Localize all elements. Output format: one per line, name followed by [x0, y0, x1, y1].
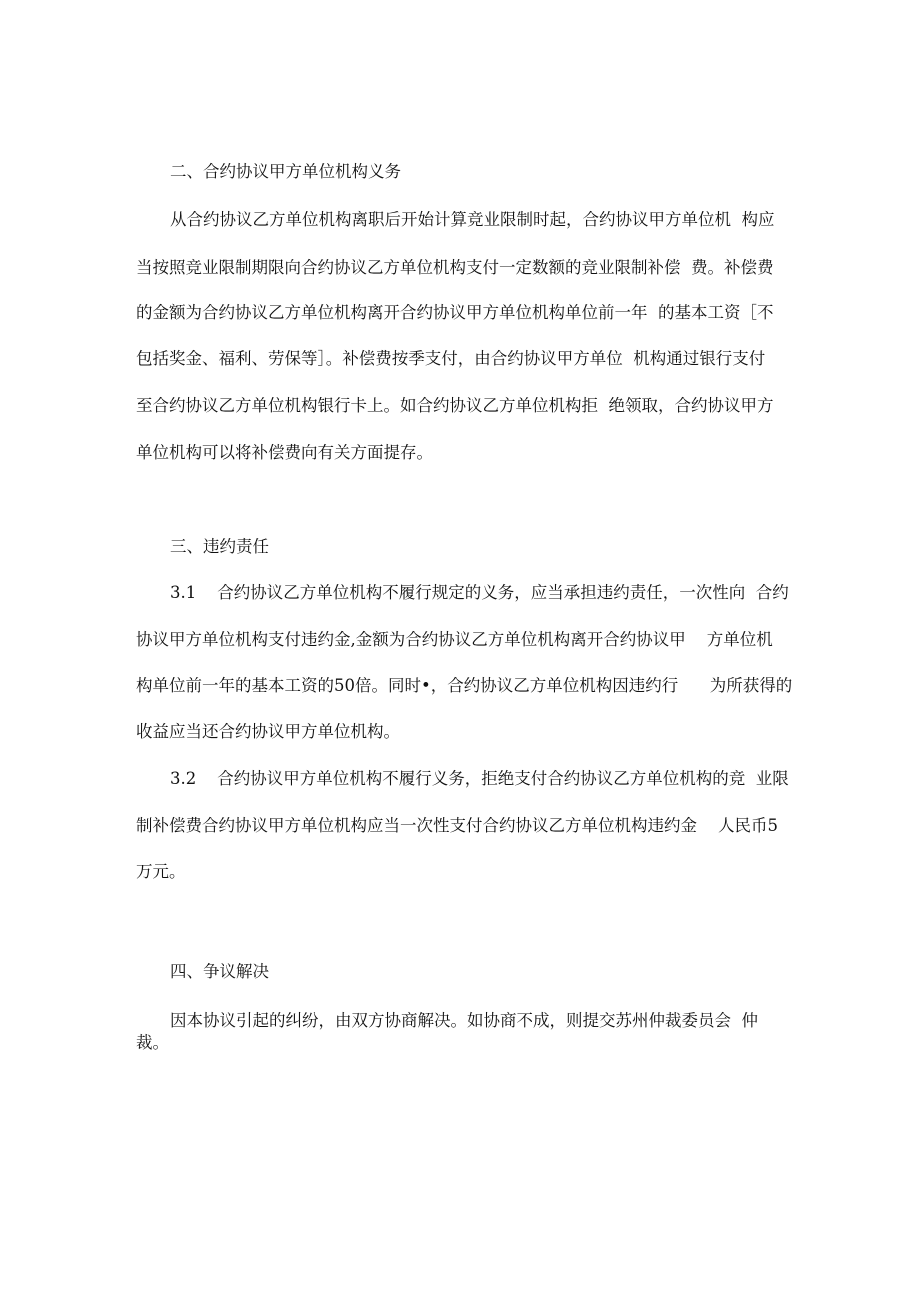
section2-line-2: 当按照竞业限制期限向合约协议乙方单位机构支付一定数额的竞业限制补偿 费。补偿费	[136, 258, 774, 277]
section3-p2-line-3: 万元。	[136, 862, 186, 881]
section3-p2-line-2: 制补偿费合约协议甲方单位机构应当一次性支付合约协议乙方单位机构违约金 人民币5	[136, 816, 778, 835]
section3-p1-line-4: 收益应当还合约协议甲方单位机构。	[136, 722, 400, 741]
section4-line-1: 因本协议引起的纠纷，由双方协商解决。如协商不成，则提交苏州仲裁委员会 仲	[170, 1011, 758, 1030]
section3-p1-line-1: 3.1 合约协议乙方单位机构不履行规定的义务，应当承担违约责任，一次性向 合约	[170, 583, 789, 602]
section2-line-6: 单位机构可以将补偿费向有关方面提存。	[136, 443, 433, 462]
section3-p1-line-3: 构单位前一年的基本工资的50倍。同时•，合约协议乙方单位机构因违约行 为所获得的	[136, 676, 793, 695]
section4-line-2: 裁。	[136, 1033, 169, 1052]
section2-line-3: 的金额为合约协议乙方单位机构离开合约协议甲方单位机构单位前一年 的基本工资［不	[136, 303, 774, 322]
section3-p1-line-2: 协议甲方单位机构支付违约金,金额为合约协议乙方单位机构离开合约协议甲 方单位机	[136, 630, 773, 649]
section3-p2-line-1: 3.2 合约协议甲方单位机构不履行义务，拒绝支付合约协议乙方单位机构的竞 业限	[170, 769, 789, 788]
section2-line-4: 包括奖金、福利、劳保等］。补偿费按季支付，由合约协议甲方单位 机构通过银行支付	[136, 349, 766, 368]
section3-heading: 三、违约责任	[170, 537, 269, 556]
section2-line-5: 至合约协议乙方单位机构银行卡上。如合约协议乙方单位机构拒 绝领取，合约协议甲方	[136, 396, 774, 415]
section2-heading: 二、合约协议甲方单位机构义务	[170, 162, 401, 181]
section4-heading: 四、争议解决	[170, 962, 269, 981]
section2-line-1: 从合约协议乙方单位机构离职后开始计算竞业限制时起，合约协议甲方单位机 构应	[170, 210, 775, 229]
